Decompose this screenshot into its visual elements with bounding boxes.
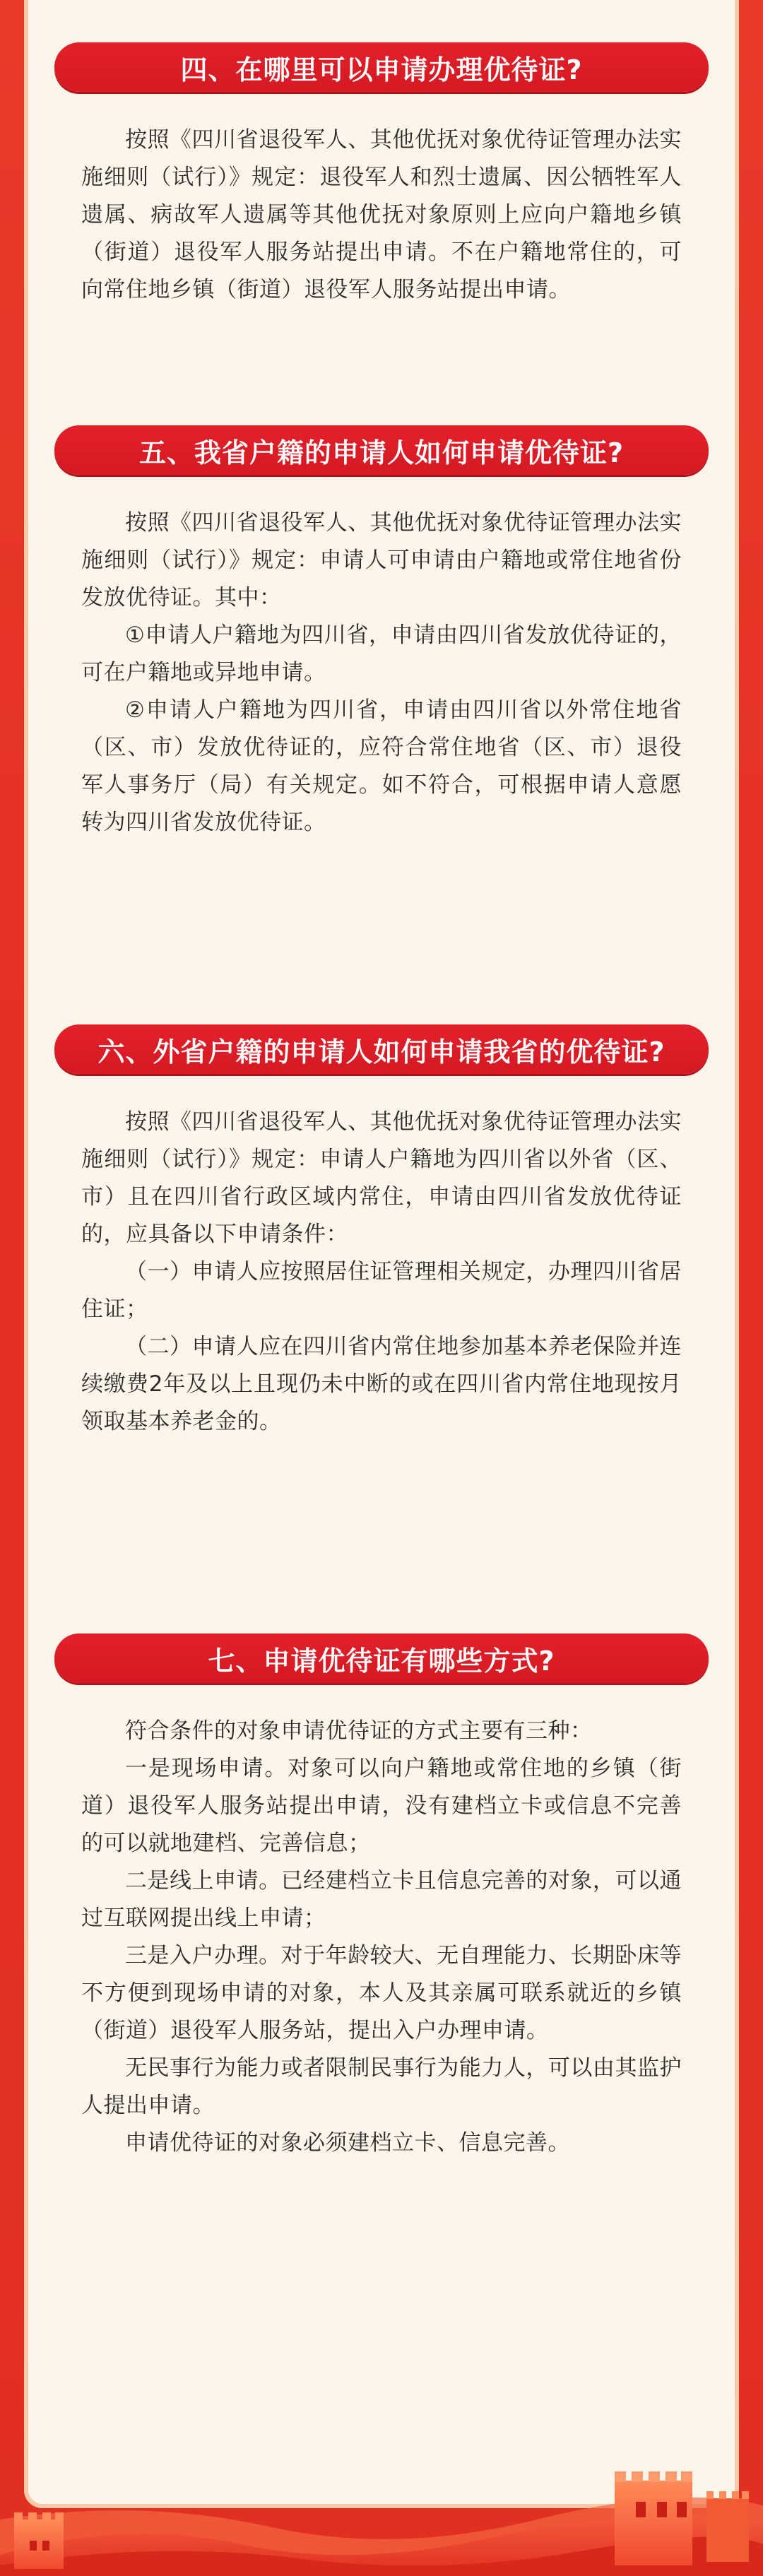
- section-7-paragraph: 三是入户办理。对于年龄较大、无自理能力、长期卧床等不方便到现场申请的对象，本人及其亲属可联系就近的乡镇（街道）退役军人服务站，提出入户办理申请。: [81, 1943, 682, 2043]
- section-5-paragraph: ②申请人户籍地为四川省，申请由四川省以外常住地省（区、市）发放优待证的，应符合常住地省（区、市）退役军人事务厅（局）有关规定。如不符合，可根据申请人意愿转为四川省发放优待证。: [81, 697, 682, 835]
- section-4: [24, 42, 739, 309]
- section-5-heading: 五、我省户籍的申请人如何申请优待证?: [138, 437, 625, 468]
- section-4-heading-banner: [54, 42, 709, 92]
- section-7-heading: 七、申请优待证有哪些方式?: [208, 1645, 555, 1677]
- section-6-heading: 六、外省户籍的申请人如何申请我省的优待证?: [97, 1036, 666, 1068]
- section-7-paragraph: 符合条件的对象申请优待证的方式主要有三种：: [125, 1718, 593, 1744]
- section-4-heading: 四、在哪里可以申请办理优待证?: [180, 54, 583, 85]
- section-7-heading-banner: [54, 1633, 709, 1683]
- section-7: [24, 1633, 739, 2162]
- section-6-heading-banner: [54, 1024, 709, 1074]
- section-4-paragraph: 按照《四川省退役军人、其他优抚对象优待证管理办法实施细则（试行）》规定：退役军人和烈士遗属、因公牺牲军人遗属、病故军人遗属等其他优抚对象原则上应向户籍地乡镇（街道）退役军人服务站提出申请。不在户籍地常住的，可向常住地乡镇（街道）退役军人服务站提出申请。: [81, 127, 682, 302]
- section-6-paragraph: （一）申请人应按照居住证管理相关规定，办理四川省居住证；: [81, 1259, 682, 1322]
- section-5-heading-banner: [54, 425, 709, 475]
- section-5-paragraph: 按照《四川省退役军人、其他优抚对象优待证管理办法实施细则（试行）》规定：申请人可申请由户籍地或常住地省份发放优待证。其中：: [81, 510, 682, 610]
- section-7-paragraph: 申请优待证的对象必须建档立卡、信息完善。: [125, 2130, 570, 2156]
- section-7-paragraph: 二是线上申请。已经建档立卡且信息完善的对象，可以通过互联网提出线上申请；: [81, 1868, 682, 1931]
- great-wall-illustration: [0, 2413, 763, 2576]
- section-5: [24, 425, 739, 841]
- section-6-paragraph: 按照《四川省退役军人、其他优抚对象优待证管理办法实施细则（试行）》规定：申请人户籍地为四川省以外省（区、市）且在四川省行政区域内常住，申请由四川省发放优待证的，应具备以下申请条件：: [81, 1109, 682, 1247]
- section-6-paragraph: （二）申请人应在四川省内常住地参加基本养老保险并连续缴费2年及以上且现仍未中断的或在四川省内常住地现按月领取基本养老金的。: [81, 1334, 682, 1434]
- content-card: [24, 0, 739, 2508]
- section-7-paragraph: 一是现场申请。对象可以向户籍地或常住地的乡镇（街道）退役军人服务站提出申请，没有建档立卡或信息不完善的可以就地建档、完善信息；: [81, 1756, 682, 1856]
- section-7-paragraph: 无民事行为能力或者限制民事行为能力人，可以由其监护人提出申请。: [81, 2055, 682, 2118]
- section-5-paragraph: ①申请人户籍地为四川省，申请由四川省发放优待证的，可在户籍地或异地申请。: [81, 622, 682, 685]
- section-6: [24, 1024, 739, 1441]
